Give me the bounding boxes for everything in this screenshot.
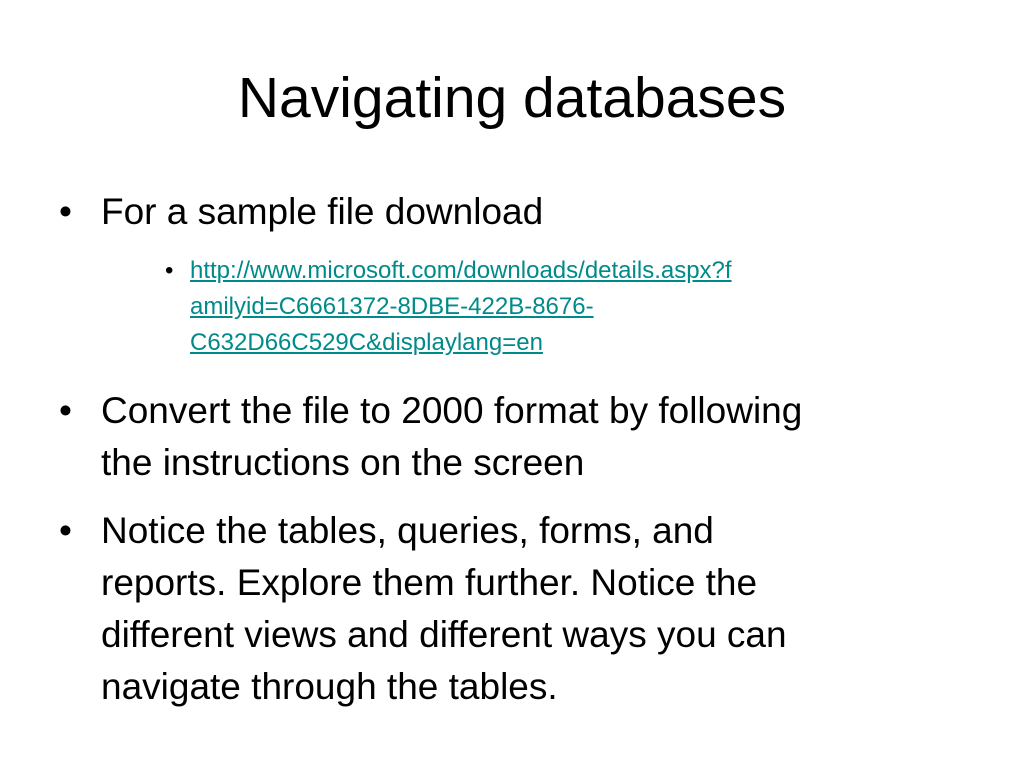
bullet-text-line: reports. Explore them further. Notice the	[101, 562, 758, 603]
bullet-item-sample-download	[59, 186, 981, 238]
bullet-item-convert-file	[59, 385, 981, 489]
sub-bullet-dot: •	[165, 257, 174, 284]
sub-bullet-download-link	[165, 253, 970, 361]
bullet-text: For a sample file download	[101, 191, 544, 232]
bullet-text-line: different views and different ways you can	[101, 614, 787, 655]
download-link-line-3[interactable]: C632D66C529C&displaylang=en	[190, 329, 543, 356]
bullet-text-line: navigate through the tables.	[101, 666, 558, 707]
bullet-item-notice-tables	[59, 505, 971, 713]
download-link-line-2[interactable]: amilyid=C6661372-8DBE-422B-8676-	[190, 293, 594, 320]
bullet-text-line: Convert the file to 2000 format by following	[101, 390, 803, 431]
bullet-dot: •	[59, 510, 72, 551]
bullet-dot: •	[59, 191, 72, 232]
download-link-line-1[interactable]: http://www.microsoft.com/downloads/details.aspx?f	[190, 257, 732, 284]
slide-title: Navigating databases	[237, 66, 787, 130]
bullet-text-line: Notice the tables, queries, forms, and	[101, 510, 714, 551]
bullet-dot: •	[59, 390, 72, 431]
download-link[interactable]	[190, 253, 970, 361]
bullet-text-line: the instructions on the screen	[101, 442, 585, 483]
